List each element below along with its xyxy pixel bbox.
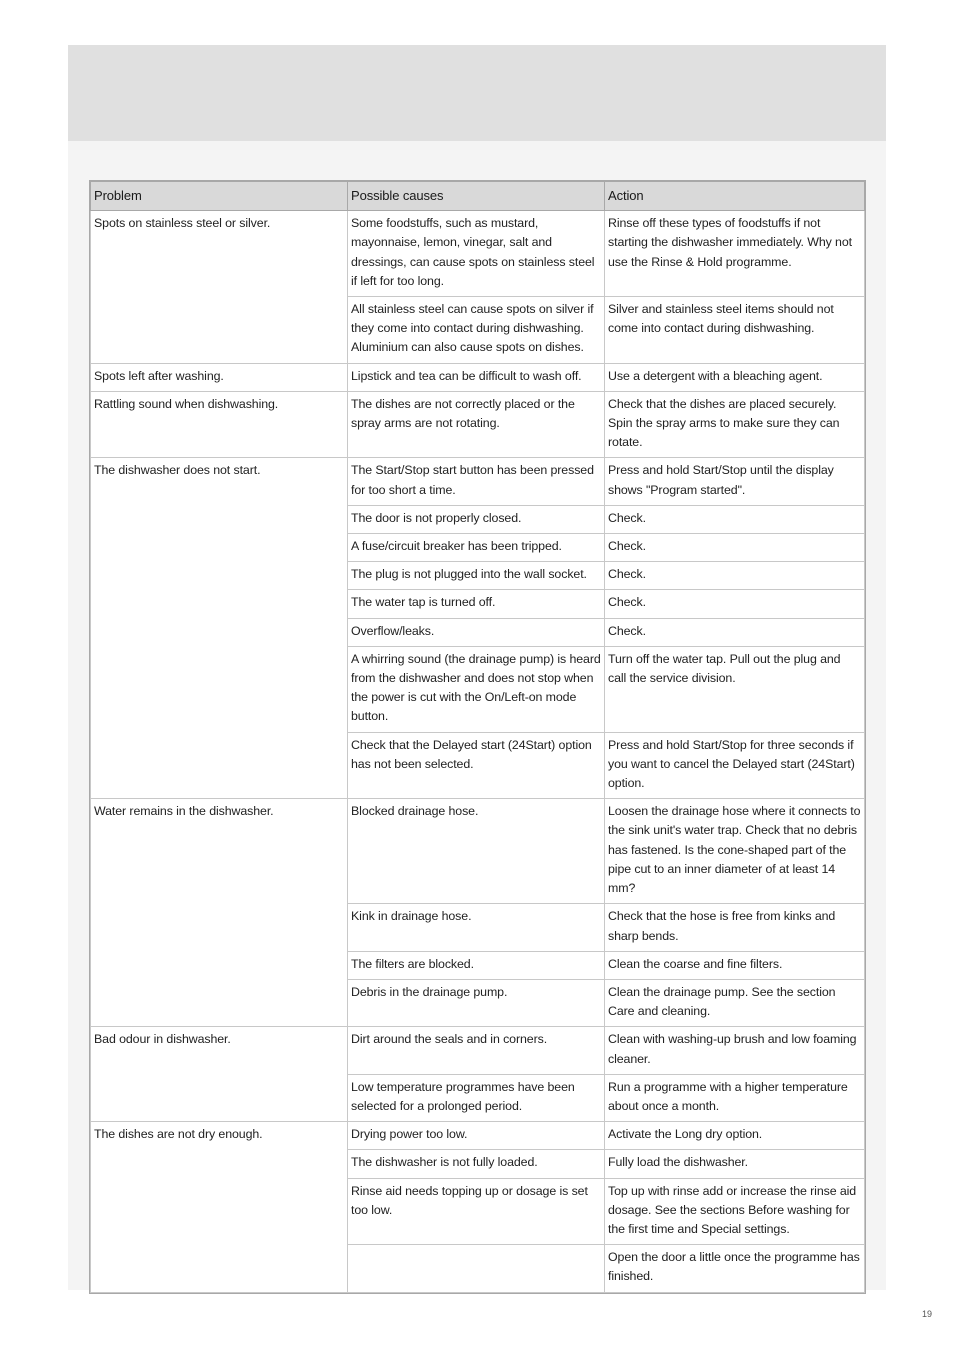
cause-cell: Lipstick and tea can be difficult to wash off. [348,363,605,391]
cause-cell: A fuse/circuit breaker has been tripped. [348,534,605,562]
action-cell: Clean the drainage pump. See the section Care and cleaning. [605,979,865,1026]
table-row [91,1027,865,1074]
cause-cell [348,1245,605,1292]
cause-cell: Some foodstuffs, such as mustard, mayonnaise, lemon, vinegar, salt and dressings, can cause spots on stainless steel if left for too long. [348,211,605,297]
cause-cell: Check that the Delayed start (24Start) option has not been selected. [348,732,605,799]
table-row [91,1122,865,1150]
cause-cell: Rinse aid needs topping up or dosage is set too low. [348,1178,605,1245]
cause-cell: All stainless steel can cause spots on silver if they come into contact during dishwashing. Aluminium can also cause spots on dishes. [348,297,605,364]
problem-cell: Rattling sound when dishwashing. [91,391,348,458]
action-cell: Top up with rinse add or increase the rinse aid dosage. See the sections Before washing for the first time and Special settings. [605,1178,865,1245]
action-cell: Check that the hose is free from kinks and sharp bends. [605,904,865,951]
problem-cell: The dishwasher does not start. [91,458,348,799]
table-row [91,211,865,297]
action-cell: Open the door a little once the programme has finished. [605,1245,865,1292]
cause-cell: Blocked drainage hose. [348,799,605,904]
action-cell: Check. [605,618,865,646]
action-cell: Rinse off these types of foodstuffs if not starting the dishwasher immediately. Why not use the Rinse & Hold programme. [605,211,865,297]
cause-cell: Kink in drainage hose. [348,904,605,951]
column-header-action: Action [605,182,865,211]
action-cell: Check. [605,505,865,533]
action-cell: Press and hold Start/Stop until the display shows "Program started". [605,458,865,505]
header-band [68,45,886,141]
action-cell: Check. [605,562,865,590]
column-header-causes: Possible causes [348,182,605,211]
action-cell: Loosen the drainage hose where it connects to the sink unit's water trap. Check that no debris has fastened. Is the cone-shaped part of the pipe cut to an inner diameter of at least 14 mm? [605,799,865,904]
table-row [91,458,865,505]
cause-cell: The Start/Stop start button has been pressed for too short a time. [348,458,605,505]
action-cell: Check. [605,590,865,618]
cause-cell: The dishwasher is not fully loaded. [348,1150,605,1178]
problem-cell: The dishes are not dry enough. [91,1122,348,1292]
cause-cell: Low temperature programmes have been selected for a prolonged period. [348,1074,605,1121]
action-cell: Turn off the water tap. Pull out the plug and call the service division. [605,646,865,732]
page-number: 19 [921,1309,932,1319]
cause-cell: The filters are blocked. [348,951,605,979]
action-cell: Press and hold Start/Stop for three seconds if you want to cancel the Delayed start (24Start) option. [605,732,865,799]
problem-cell: Spots left after washing. [91,363,348,391]
cause-cell: The dishes are not correctly placed or the spray arms are not rotating. [348,391,605,458]
action-cell: Use a detergent with a bleaching agent. [605,363,865,391]
cause-cell: Overflow/leaks. [348,618,605,646]
cause-cell: Dirt around the seals and in corners. [348,1027,605,1074]
troubleshooting-table [90,181,865,1293]
table-body [91,211,865,1292]
action-cell: Run a programme with a higher temperature about once a month. [605,1074,865,1121]
action-cell: Clean the coarse and fine filters. [605,951,865,979]
cause-cell: A whirring sound (the drainage pump) is heard from the dishwasher and does not stop when the power is cut with the On/Left-on mode button. [348,646,605,732]
table-row [91,799,865,904]
cause-cell: Debris in the drainage pump. [348,979,605,1026]
table-row [91,391,865,458]
action-cell: Activate the Long dry option. [605,1122,865,1150]
action-cell: Clean with washing-up brush and low foaming cleaner. [605,1027,865,1074]
cause-cell: The water tap is turned off. [348,590,605,618]
action-cell: Silver and stainless steel items should not come into contact during dishwashing. [605,297,865,364]
problem-cell: Spots on stainless steel or silver. [91,211,348,363]
action-cell: Check. [605,534,865,562]
cause-cell: The plug is not plugged into the wall socket. [348,562,605,590]
cause-cell: Drying power too low. [348,1122,605,1150]
cause-cell: The door is not properly closed. [348,505,605,533]
table-row [91,363,865,391]
problem-cell: Bad odour in dishwasher. [91,1027,348,1122]
column-header-problem: Problem [91,182,348,211]
action-cell: Check that the dishes are placed securely. Spin the spray arms to make sure they can rotate. [605,391,865,458]
table-header-row [91,182,865,211]
action-cell: Fully load the dishwasher. [605,1150,865,1178]
problem-cell: Water remains in the dishwasher. [91,799,348,1027]
